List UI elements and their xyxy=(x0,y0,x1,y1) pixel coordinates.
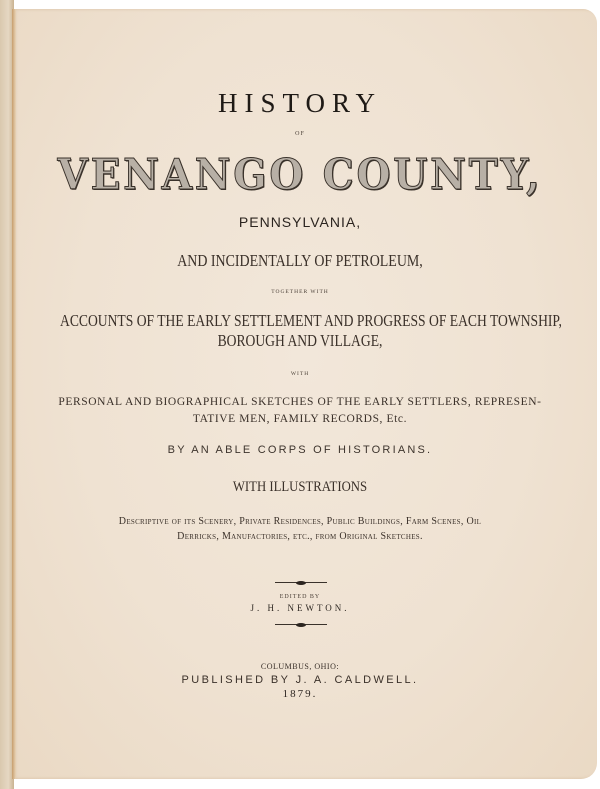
ornamental-rule-bottom xyxy=(275,624,327,625)
edited-by-label: EDITED BY xyxy=(279,594,321,600)
publisher-line: PUBLISHED BY J. A. CALDWELL. xyxy=(181,674,419,686)
sketches-line-2: TATIVE MEN, FAMILY RECORDS, Etc. xyxy=(192,413,408,425)
title-state: PENNSYLVANIA, xyxy=(238,214,362,230)
editor-name: J. H. NEWTON. xyxy=(250,603,350,613)
together-with-label: TOGETHER WITH xyxy=(271,289,329,295)
with-label: WITH xyxy=(290,371,310,377)
title-of: OF xyxy=(295,131,305,137)
subtitle-petroleum: AND INCIDENTALLY OF PETROLEUM, xyxy=(177,251,423,270)
publication-year: 1879. xyxy=(282,688,318,700)
publication-place: COLUMBUS, OHIO: xyxy=(260,662,340,671)
title-venango-county: VENANGO COUNTY, xyxy=(57,150,543,199)
title-history: HISTORY xyxy=(217,88,383,118)
accounts-line-1: ACCOUNTS OF THE EARLY SETTLEMENT AND PROGRESS OF EACH TOWNSHIP, xyxy=(60,311,562,330)
ornamental-rule-top xyxy=(275,582,327,583)
illustrations-heading: WITH ILLUSTRATIONS xyxy=(232,479,368,495)
accounts-line-2: BOROUGH AND VILLAGE, xyxy=(217,331,383,350)
descriptive-line-1: Descriptive of its Scenery, Private Residences, Public Buildings, Farm Scenes, Oil xyxy=(118,516,482,527)
authors-line: BY AN ABLE CORPS OF HISTORIANS. xyxy=(167,444,433,456)
descriptive-line-2: Derricks, Manufactories, etc., from Original Sketches. xyxy=(177,531,423,542)
sketches-line-1: PERSONAL AND BIOGRAPHICAL SKETCHES OF THE EARLY SETTLERS, REPRESEN- xyxy=(58,396,542,408)
